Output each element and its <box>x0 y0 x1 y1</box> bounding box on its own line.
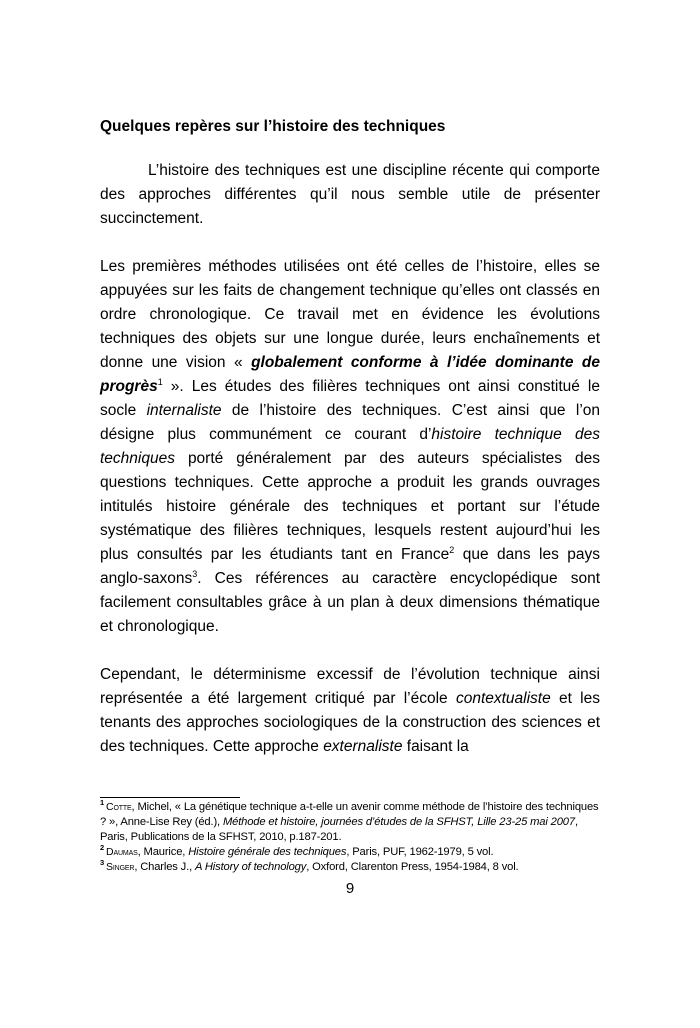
footnote-1 <box>100 800 600 845</box>
footnote-text: , Oxford, Clarenton Press, 1954-1984, 8 vol. <box>306 861 519 873</box>
footnote-number: 1 <box>100 798 105 808</box>
footnote-number: 3 <box>100 858 105 868</box>
footnote-text: , Maurice, <box>137 846 189 858</box>
footnote-text: , Paris, PUF, 1962-1979, 5 vol. <box>346 846 494 858</box>
paragraph-2-text: ». Les études des filières techniques ont ainsi constitué le socle <box>100 378 600 419</box>
footnote-text: , Paris, Publications de la SFHST, 2010, p.187-201. <box>100 816 578 843</box>
paragraph-2-text: porté généralement par des auteurs spécialistes des questions techniques. Cette approche a produit les grands ouvrages intitulés histoire générale des techniques et portant sur l’étude systématique des filières techniques, lesquels restent aujourd’hui les plus consultés par les étudiants tant en France <box>100 450 600 563</box>
footnote-text: , Michel, « La génétique technique a-t-elle un avenir comme méthode de l’histoire des techniques ? », Anne-Lise Rey (éd.), <box>100 801 599 828</box>
footnote-title: Histoire générale des techniques <box>188 846 347 858</box>
footnote-ref-1[interactable]: 1 <box>157 376 163 387</box>
footnote-title: Méthode et histoire, journées d’études de la SFHST, Lille 23-25 mai 2007 <box>222 816 575 828</box>
section-heading: Quelques repères sur l’histoire des techniques <box>100 118 446 135</box>
footnote-author: Daumas <box>106 846 138 858</box>
paragraph-3-text: et les tenants des approches sociologiques de la construction des sciences et des techniques. Cette approche <box>100 690 600 755</box>
footnote-author: Cotte <box>106 801 132 813</box>
page-number: 9 <box>345 880 355 897</box>
main-text <box>100 115 600 759</box>
term-histoire-technique: histoire technique des techniques <box>100 426 600 467</box>
footnote-separator <box>100 797 240 798</box>
footnote-ref-2[interactable]: 2 <box>449 544 455 555</box>
footnote-ref-3[interactable]: 3 <box>192 568 198 579</box>
paragraph-1: L’histoire des techniques est une discipline récente qui comporte des approches différentes qu’il nous semble utile de présenter succinctement. <box>100 162 600 227</box>
paragraph-2-text: Les premières méthodes utilisées ont été celles de l’histoire, elles se appuyées sur les faits de changement technique qu’elles ont classés en ordre chronologique. Ce travail met en évidence les évolutions techniques des objets sur une longue durée, leurs enchaînements et donne une vision « <box>100 258 600 371</box>
paragraph-2-text: que dans les pays anglo-saxons <box>100 546 600 587</box>
footnote-3 <box>100 860 600 875</box>
paragraph-2 <box>100 255 600 639</box>
footnote-author: Singer <box>106 861 135 873</box>
paragraph-3-text: faisant la <box>402 738 469 755</box>
footnotes <box>100 800 600 875</box>
term-externaliste: externaliste <box>323 738 403 755</box>
footnote-2 <box>100 845 600 860</box>
paragraph-3 <box>100 663 600 759</box>
paragraph-3-text: Cependant, le déterminisme excessif de l’évolution technique ainsi représentée a été largement critiqué par l’école <box>100 666 600 707</box>
term-contextualiste: contextualiste <box>455 690 551 707</box>
footnote-title: A History of technology <box>195 861 307 873</box>
paragraph-2-text: de l’histoire des techniques. C’est ainsi que l’on désigne plus communément ce courant d’ <box>100 402 600 443</box>
quote-progress: globalement conforme à l’idée dominante de progrès <box>100 354 600 395</box>
footnote-number: 2 <box>100 843 105 853</box>
paragraph-2-text: . Ces références au caractère encyclopédique sont facilement consultables grâce à un plan à deux dimensions thématique et chronologique. <box>100 570 600 635</box>
footnote-text: , Charles J., <box>134 861 196 873</box>
term-internaliste: internaliste <box>146 402 222 419</box>
